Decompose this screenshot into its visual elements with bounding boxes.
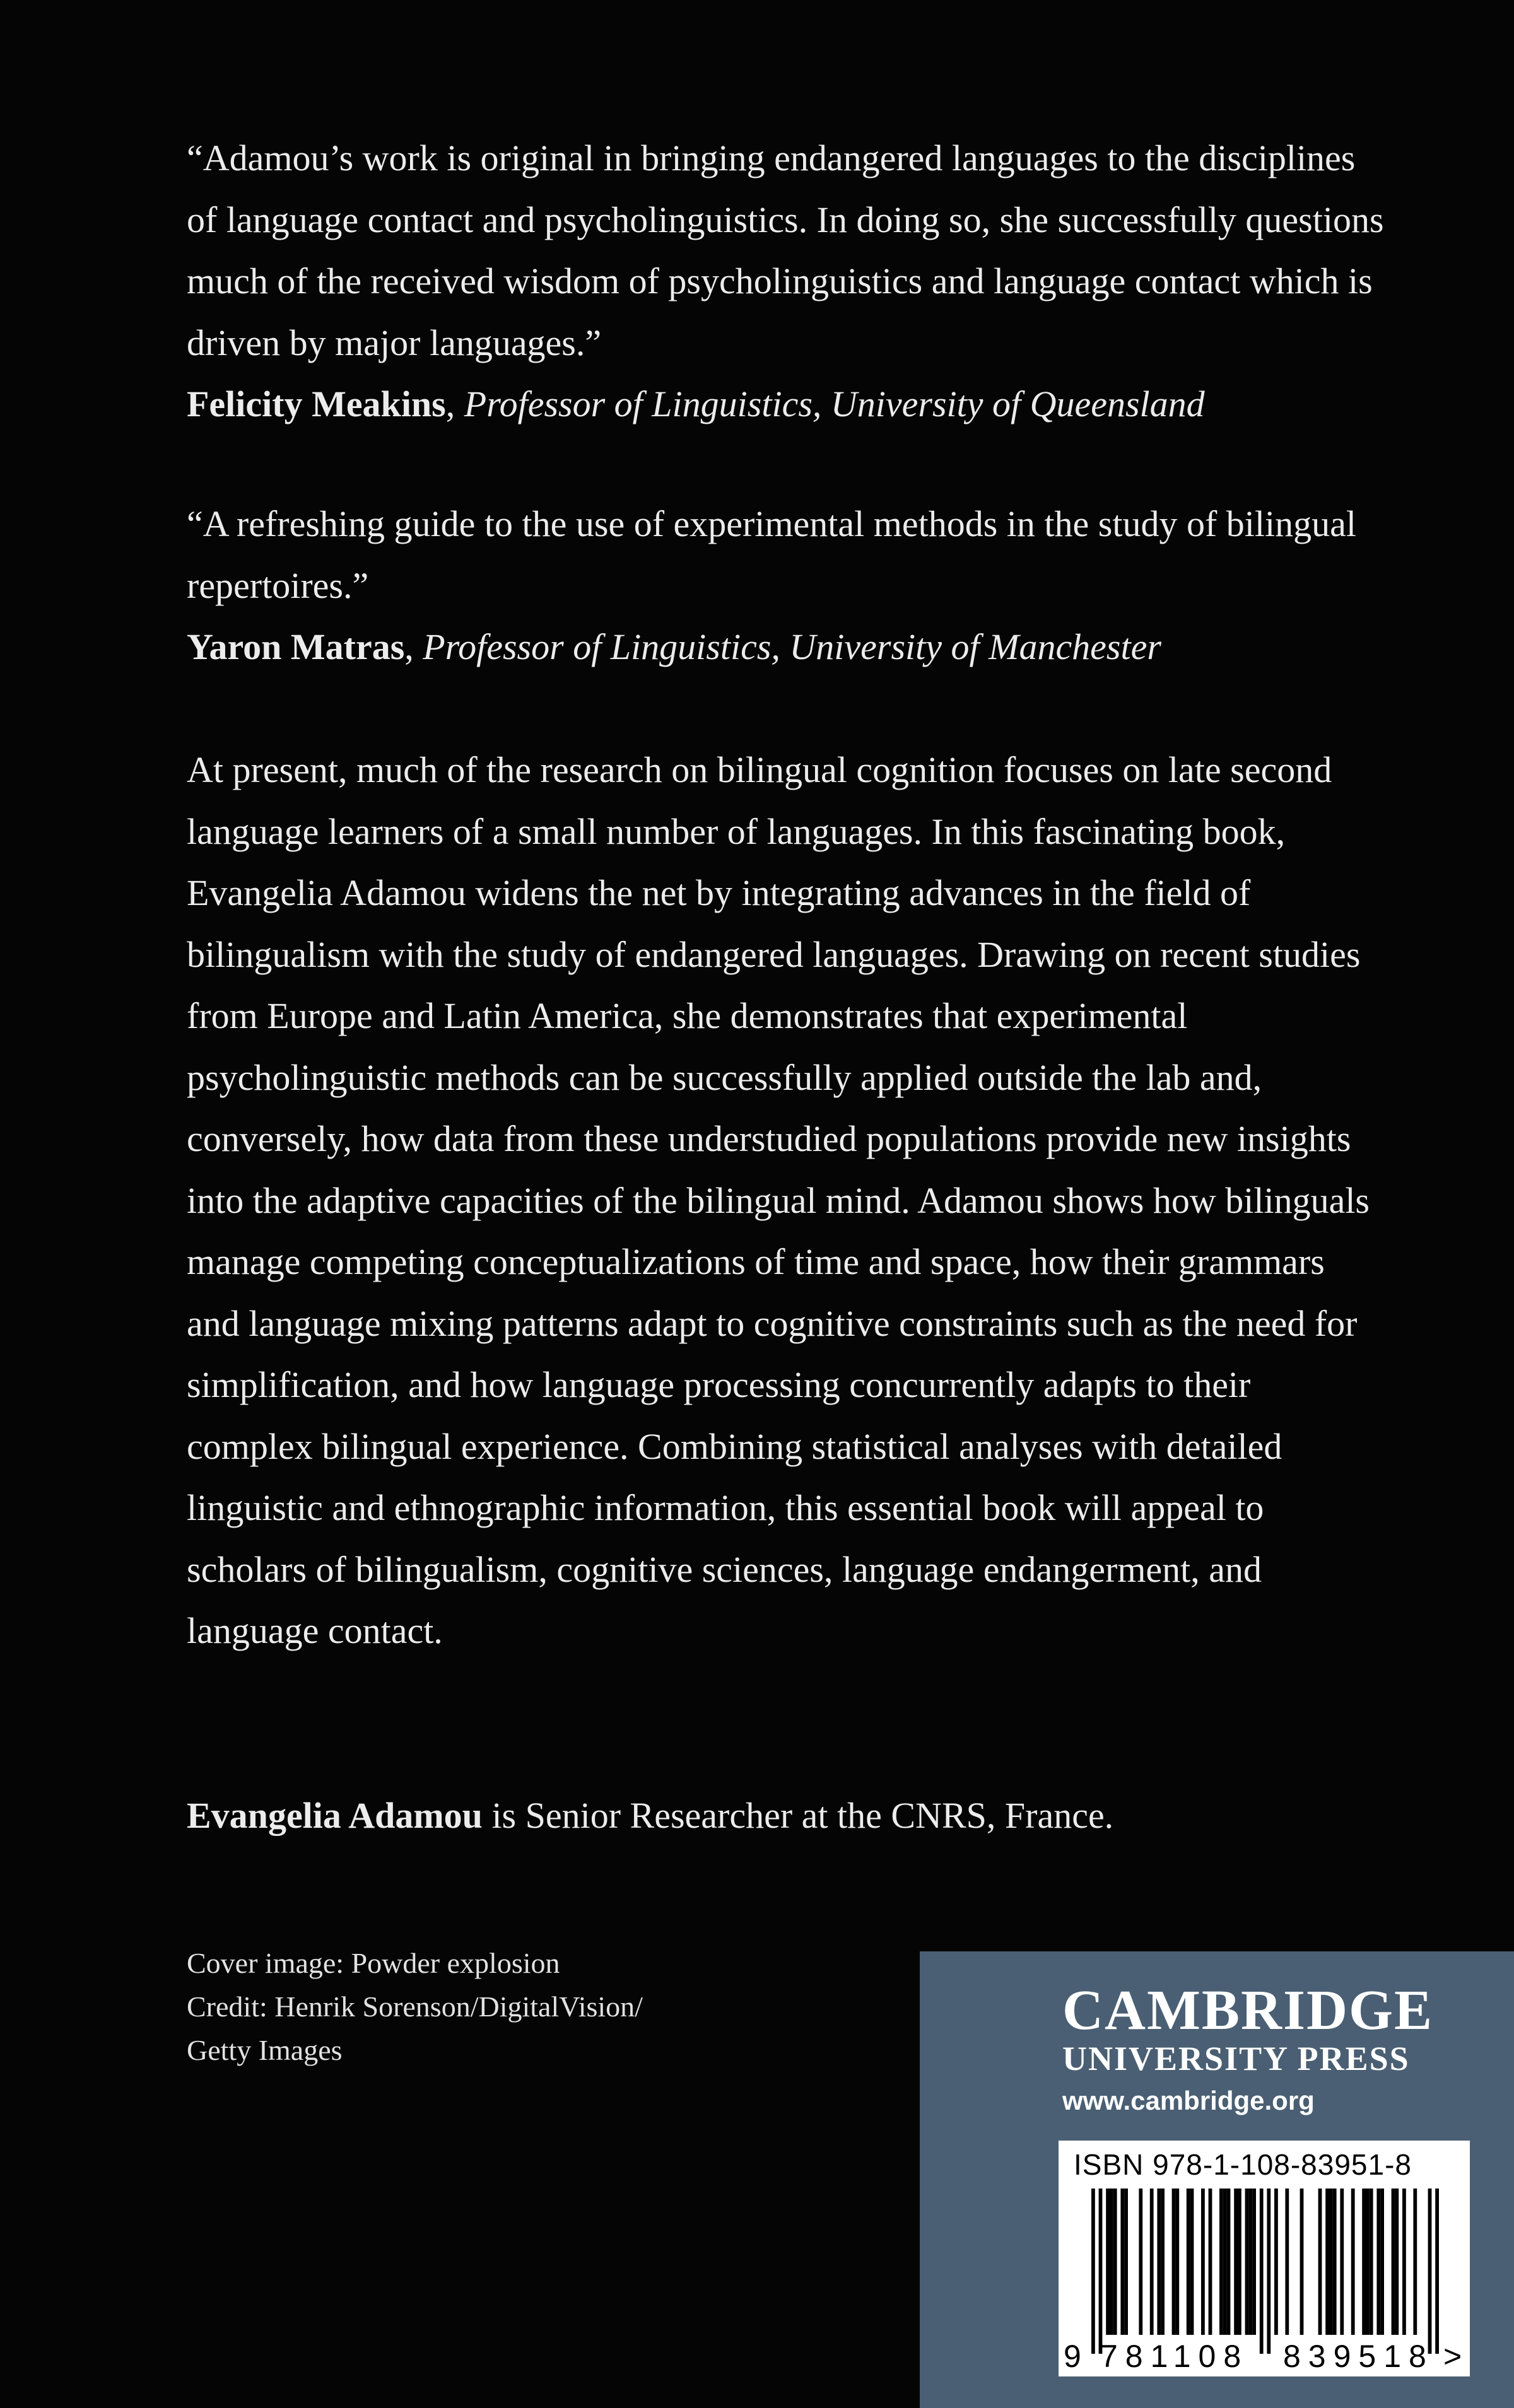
barcode-bar [1435, 2189, 1439, 2354]
barcode-right-digits: 839518 [1283, 2339, 1434, 2374]
barcode-bar [1157, 2189, 1161, 2335]
barcode-bar [1245, 2189, 1249, 2335]
barcode-bar [1318, 2189, 1322, 2335]
barcode-bar [1219, 2189, 1223, 2335]
quote-1-author: Felicity Meakins [187, 383, 446, 424]
book-description [187, 739, 1385, 1662]
barcode-bar [1380, 2189, 1384, 2335]
barcode-bar [1091, 2189, 1095, 2354]
barcode-bar [1209, 2189, 1212, 2335]
barcode-bar [1110, 2189, 1113, 2335]
barcode-bar [1252, 2189, 1256, 2335]
cover-credits [187, 1941, 754, 2072]
barcode-bar [1150, 2189, 1154, 2335]
barcode-box [1059, 2141, 1470, 2376]
quote-1-author-title: Professor of Linguistics, University of Queensland [464, 383, 1205, 424]
cover-credit-line-2: Credit: Henrik Sorenson/DigitalVision/ [187, 1990, 643, 2023]
author-bio-text: is Senior Researcher at the CNRS, France. [482, 1795, 1114, 1836]
barcode-bar [1340, 2189, 1344, 2335]
quote-2-text: “A refreshing guide to the use of experimental methods in the study of bilingual repertoires.” [187, 503, 1356, 606]
barcode-bar [1190, 2189, 1194, 2335]
barcode-bar [1227, 2189, 1231, 2335]
barcode-bar [1285, 2189, 1289, 2335]
publisher-url: www.cambridge.org [1062, 2086, 1315, 2115]
cover-credit-line-3: Getty Images [187, 2034, 343, 2066]
barcode-bar [1300, 2189, 1304, 2335]
author-bio-line [187, 1785, 1385, 1847]
barcode-bar [1161, 2189, 1165, 2335]
barcode-bar [1333, 2189, 1337, 2335]
barcode-bar [1175, 2189, 1179, 2335]
publisher-name: CAMBRIDGE [1062, 1979, 1434, 2042]
barcode-bar [1362, 2189, 1366, 2335]
barcode-bar [1329, 2189, 1333, 2335]
barcode-bar [1351, 2189, 1355, 2335]
quote-1-text: “Adamou’s work is original in bringing endangered languages to the disciplines of language contact and psycholinguistics. In doing so, she successfully questions much of the received wisdom of psycholinguistics and language contact which is driven by major languages.” [187, 137, 1384, 363]
quote-2-author-title: Professor of Linguistics, University of Manchester [423, 626, 1161, 667]
barcode-bar [1366, 2189, 1370, 2335]
barcode-bar [1392, 2189, 1395, 2335]
barcode-bar [1248, 2189, 1252, 2335]
quote-1-attribution [187, 373, 1385, 435]
author-bio [187, 1785, 1385, 1847]
isbn-label: ISBN 978-1-108-83951-8 [1074, 2148, 1412, 2181]
cover-credit-line-1: Cover image: Powder explosion [187, 1947, 560, 1979]
quote-2-attribution [187, 616, 1385, 678]
endorsement-quote-2 [187, 493, 1385, 678]
barcode-left-digits: 781108 [1100, 2339, 1249, 2374]
barcode-bar [1124, 2189, 1128, 2335]
barcode-bar [1113, 2189, 1117, 2335]
barcode-arrow: > [1443, 2339, 1462, 2374]
barcode-bar [1267, 2189, 1270, 2354]
barcode-bar [1234, 2189, 1238, 2335]
endorsement-quote-1 [187, 127, 1385, 435]
barcode-bar [1106, 2189, 1110, 2335]
barcode-bar [1274, 2189, 1278, 2335]
barcode-bar [1187, 2189, 1190, 2335]
barcode-bar [1428, 2189, 1432, 2354]
description-text: At present, much of the research on bilingual cognition focuses on late second language learners of a small number of languages. In this fascinating book, Evangelia Adamou widens the net by integrating advances in the field of bilingualism with the study of endangered languages. Drawing on recent studies from Europe and Latin America, she demonstrates that experimental psycholinguistic methods can be successfully applied outside the lab and, conversely, how data from these understudied populations provide new insights into the adaptive capacities of the bilingual mind. Adamou shows how bilinguals manage competing conceptualizations of time and space, how their grammars and language mixing patterns adapt to cognitive constraints such as the need for simplification, and how language processing concurrently adapts to their complex bilingual experience. Combining statistical analyses with detailed linguistic and ethnographic information, this essential book will appeal to scholars of bilingualism, cognitive sciences, language endangerment, and language contact. [187, 749, 1370, 1651]
quote-1-separator: , [445, 383, 464, 424]
barcode-bar [1370, 2189, 1373, 2335]
publisher-subname: UNIVERSITY PRESS [1062, 2040, 1410, 2078]
quote-2-author: Yaron Matras [187, 626, 405, 667]
barcode-bar [1223, 2189, 1227, 2335]
barcode-bar [1172, 2189, 1176, 2335]
barcode-bar [1395, 2189, 1399, 2335]
barcode-bar [1201, 2189, 1205, 2335]
barcode-bar [1325, 2189, 1329, 2335]
barcode-lead-digit: 9 [1064, 2339, 1081, 2374]
quote-2-separator: , [404, 626, 423, 667]
barcode-bar [1139, 2189, 1142, 2335]
barcode-bar [1120, 2189, 1124, 2335]
barcode-bar [1238, 2189, 1241, 2335]
publisher-panel [920, 1951, 1514, 2408]
barcode-bar [1099, 2189, 1103, 2354]
barcode-bar [1260, 2189, 1264, 2354]
barcode-digits [1059, 2339, 1470, 2374]
author-name: Evangelia Adamou [187, 1795, 483, 1836]
barcode-bar [1376, 2189, 1380, 2335]
barcode-bar [1413, 2189, 1417, 2335]
barcode-bar [1402, 2189, 1406, 2335]
